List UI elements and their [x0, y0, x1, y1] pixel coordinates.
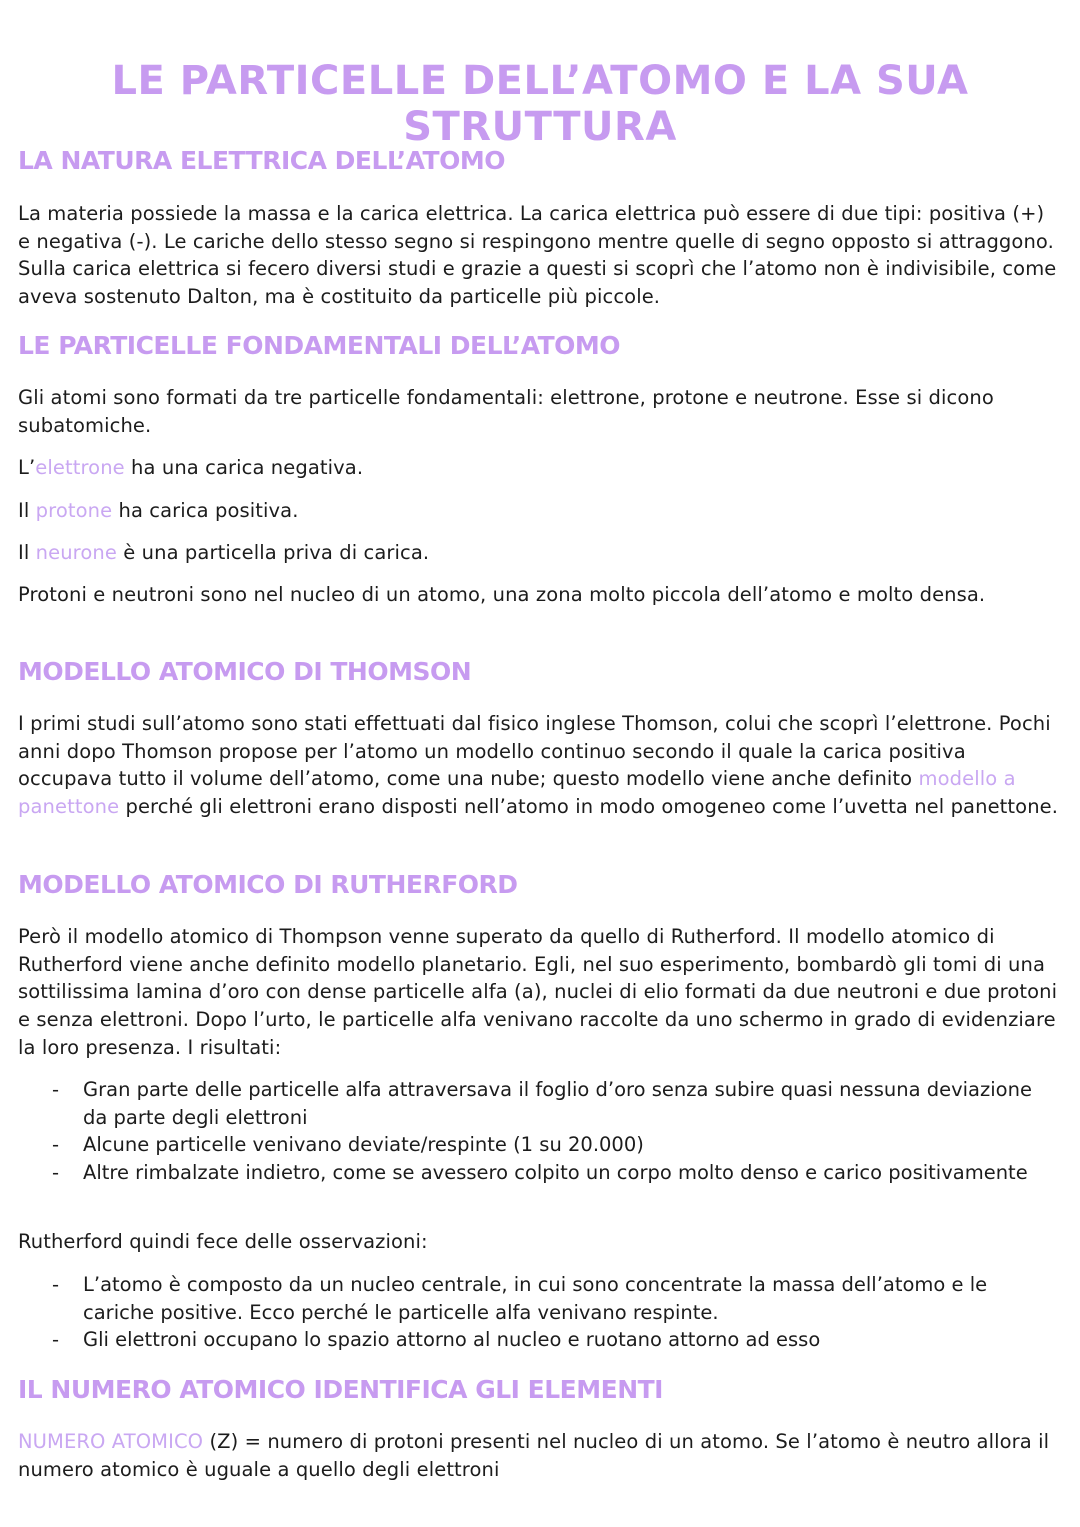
- proton-post: ha carica positiva.: [112, 499, 299, 522]
- section-heading-atomic-number: IL NUMERO ATOMICO IDENTIFICA GLI ELEMENTI: [18, 1375, 663, 1404]
- paragraph-electric-nature: La materia possiede la massa e la carica elettrica. La carica elettrica può essere di due tipi: positiva (+) e negativa (-). Le cariche dello stesso segno si respingono mentre quelle di segno opposto si attraggono. Sulla carica elettrica si fecero diversi studi e grazie a questi si scoprì che l’atomo non è indivisibile, come aveva sostenuto Dalton, ma è costituito da particelle più piccole.: [18, 202, 1057, 309]
- observations-list: [0, 1271, 1062, 1354]
- paragraph-electron: [18, 454, 1062, 482]
- paragraph-particles-intro: Gli atomi sono formati da tre particelle fondamentali: elettrone, protone e neutrone. Esse si dicono subatomiche.: [18, 386, 994, 437]
- bullet-dash: -: [52, 1328, 60, 1352]
- list-item: - Gli elettroni occupano lo spazio attorno al nucleo e ruotano attorno ad esso: [0, 1326, 1062, 1354]
- thomson-pre: I primi studi sull’atomo sono stati effettuati dal fisico inglese Thomson, colui che scoprì l’elettrone. Pochi anni dopo Thomson propose per l’atomo un modello continuo secondo il quale la carica positiva occupava tutto il volume dell’atomo, come una nube; questo modello viene anche definito: [18, 712, 1051, 791]
- paragraph-nucleus: Protoni e neutroni sono nel nucleo di un atomo, una zona molto piccola dell’atomo e molto densa.: [18, 583, 986, 606]
- list-item: - L’atomo è composto da un nucleo centrale, in cui sono concentrate la massa dell’atomo e le cariche positive. Ecco perché le particelle alfa venivano respinte.: [52, 1273, 988, 1324]
- bullet-dash: -: [52, 1133, 60, 1157]
- list-item: - Alcune particelle venivano deviate/respinte (1 su 20.000): [0, 1131, 1062, 1159]
- term-proton: protone: [35, 499, 113, 522]
- bullet-dash: -: [52, 1161, 60, 1185]
- neutron-pre: Il: [18, 541, 36, 564]
- results-list: [0, 1076, 1062, 1187]
- bullet-dash: -: [52, 1273, 60, 1296]
- thomson-post: perché gli elettroni erano disposti nell’atomo in modo omogeneo come l’uvetta nel panettone.: [119, 795, 1059, 819]
- section-heading-rutherford: MODELLO ATOMICO DI RUTHERFORD: [18, 870, 518, 899]
- paragraph-proton: [18, 497, 1062, 525]
- paragraph-atomic-number: [18, 1428, 1062, 1483]
- term-panettone-model: modello a panettone: [18, 767, 1016, 819]
- section-heading-fundamental-particles: LE PARTICELLE FONDAMENTALI DELL’ATOMO: [18, 331, 621, 360]
- bullet-dash: -: [52, 1078, 60, 1101]
- term-electron: elettrone: [35, 456, 125, 479]
- list-item: - Gran parte delle particelle alfa attraversava il foglio d’oro senza subire quasi nessuna deviazione da parte degli elettroni: [52, 1078, 1032, 1129]
- paragraph-rutherford: Però il modello atomico di Thompson venne superato da quello di Rutherford. Il modello atomico di Rutherford viene anche definito modello planetario. Egli, nel suo esperimento, bombardò gli tomi di una sottilissima lamina d’oro con dense particelle alfa (a), nuclei di elio formati da due neutroni e due protoni e senza elettroni. Dopo l’urto, le particelle alfa venivano raccolte da uno schermo in grado di evidenziare la loro presenza. I risultati:: [18, 925, 1058, 1059]
- paragraph-observations-intro: Rutherford quindi fece delle osservazioni:: [18, 1230, 428, 1253]
- paragraph-neutron: [18, 539, 1062, 567]
- section-heading-electric-nature: LA NATURA ELETTRICA DELL’ATOMO: [18, 146, 505, 175]
- electron-pre: L’: [18, 456, 36, 479]
- page-title: LE PARTICELLE DELL’ATOMO E LA SUA STRUTTURA: [111, 58, 969, 150]
- section-heading-thomson: MODELLO ATOMICO DI THOMSON: [18, 657, 472, 686]
- electron-post: ha una carica negativa.: [124, 456, 364, 479]
- proton-pre: Il: [18, 499, 36, 522]
- term-neutron: neurone: [35, 541, 117, 564]
- atomic-number-post: (Z) = numero di protoni presenti nel nucleo di un atomo. Se l’atomo è neutro allora il numero atomico è uguale a quello degli elettroni: [18, 1430, 1050, 1481]
- list-item: - Altre rimbalzate indietro, come se avessero colpito un corpo molto denso e carico positivamente: [0, 1159, 1062, 1187]
- neutron-post: è una particella priva di carica.: [116, 541, 430, 564]
- term-atomic-number: NUMERO ATOMICO: [18, 1430, 204, 1453]
- paragraph-thomson: [18, 710, 1062, 821]
